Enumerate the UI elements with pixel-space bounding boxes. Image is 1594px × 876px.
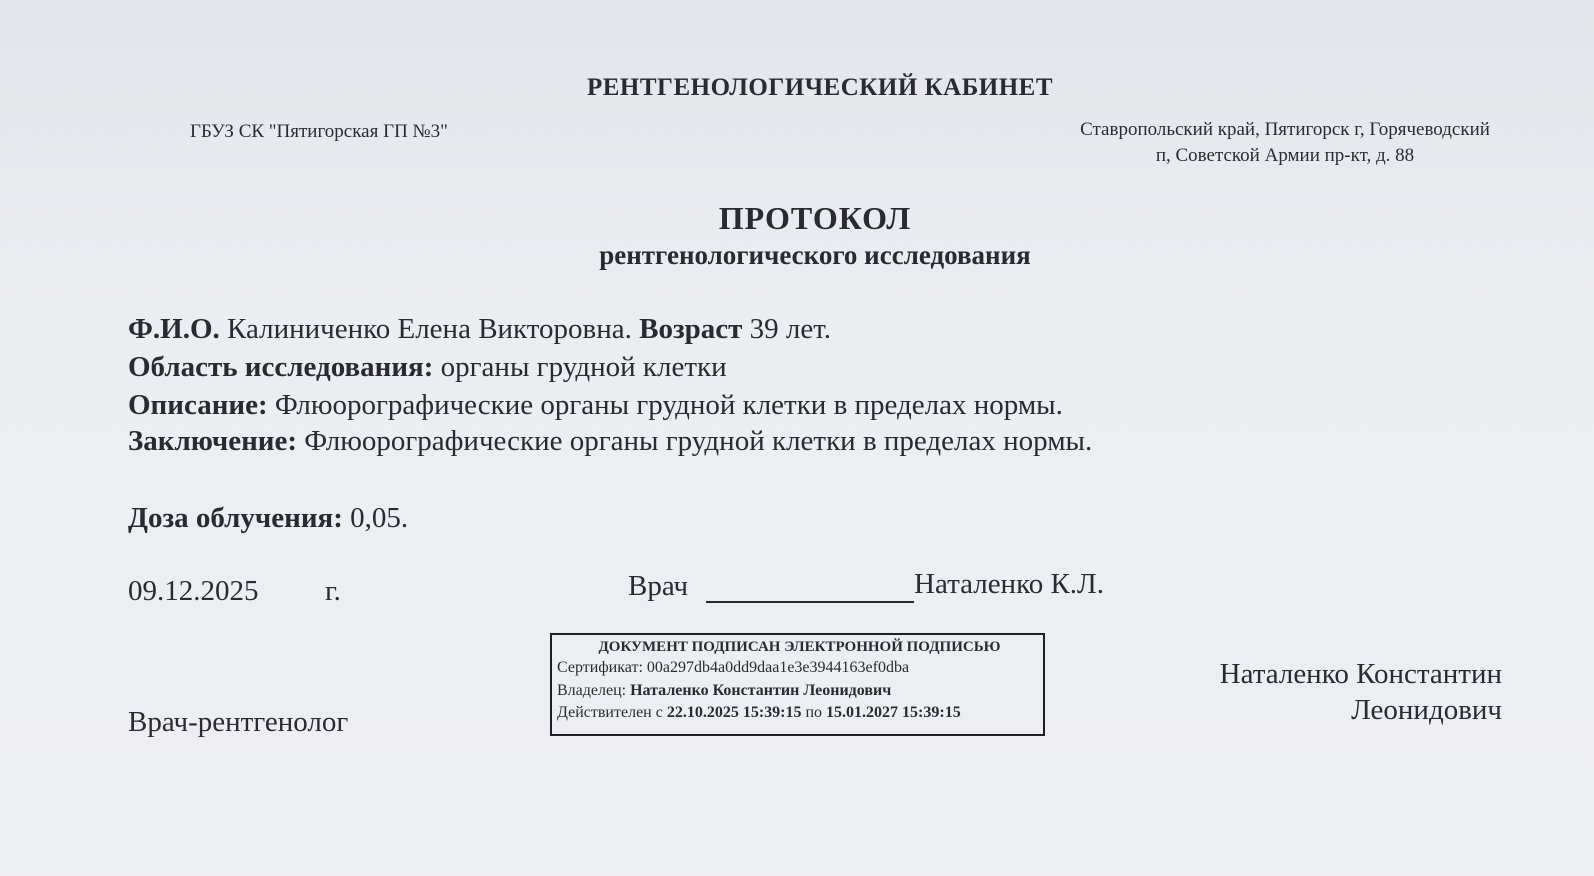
doctor-label: Врач xyxy=(628,570,689,602)
cabinet-heading: РЕНТГЕНОЛОГИЧЕСКИЙ КАБИНЕТ xyxy=(586,74,1053,101)
stamp-validity-row xyxy=(557,704,961,722)
stamp-title: ДОКУМЕНТ ПОДПИСАН ЭЛЕКТРОННОЙ ПОДПИСЬЮ xyxy=(598,639,1001,655)
stamp-owner-row xyxy=(557,682,891,700)
patient-name-label: Ф.И.О. xyxy=(128,313,220,345)
stamp-valid-label: Действителен с xyxy=(557,704,663,721)
dose-value: 0,05. xyxy=(350,502,409,534)
stamp-valid-to-label: по xyxy=(805,704,823,721)
area-label: Область исследования: xyxy=(128,351,434,383)
description-value: Флюорографические органы грудной клетки в пределах нормы. xyxy=(274,389,1063,421)
dose-label: Доза облучения: xyxy=(128,502,343,534)
patient-line xyxy=(128,313,831,346)
area-value: органы грудной клетки xyxy=(440,351,727,383)
document-title: ПРОТОКОЛ xyxy=(718,200,912,236)
organization-name: ГБУЗ СК "Пятигорская ГП №3" xyxy=(190,121,448,142)
patient-age-label: Возраст xyxy=(639,313,743,345)
doctor-short-name: Наталенко К.Л. xyxy=(914,568,1104,600)
signature-line xyxy=(706,601,914,603)
stamp-cert-value: 00a297db4a0dd9daa1e3e3944163ef0dba xyxy=(646,659,910,676)
stamp-valid-from: 22.10.2025 15:39:15 xyxy=(666,704,802,721)
document-subtitle: рентгенологического исследования xyxy=(599,240,1031,270)
stamp-cert-label: Сертификат: xyxy=(557,659,643,676)
conclusion-line xyxy=(128,425,1092,458)
stamp-owner-label: Владелец: xyxy=(557,682,627,699)
patient-age: 39 лет. xyxy=(749,313,831,345)
area-line xyxy=(128,351,727,384)
conclusion-label: Заключение: xyxy=(128,425,298,457)
organization-address: Ставропольский край, Пятигорск г, Горячеводский п, Советской Армии пр-кт, д. 88 xyxy=(1080,119,1490,166)
electronic-signature-stamp xyxy=(550,633,1045,736)
doctor-full-name: Наталенко Константин Леонидович xyxy=(1219,658,1502,726)
signature-date: 09.12.2025 xyxy=(128,575,259,607)
doctor-role: Врач-рентгенолог xyxy=(128,706,349,738)
stamp-valid-to: 15.01.2027 15:39:15 xyxy=(826,704,961,721)
dose-line xyxy=(128,502,408,535)
description-label: Описание: xyxy=(128,389,268,421)
stamp-owner-value: Наталенко Константин Леонидович xyxy=(630,682,892,699)
conclusion-value: Флюорографические органы грудной клетки в пределах нормы. xyxy=(304,425,1093,457)
year-suffix: г. xyxy=(325,575,341,607)
stamp-certificate-row xyxy=(557,659,909,677)
patient-name: Калиниченко Елена Викторовна. xyxy=(227,313,632,345)
description-line xyxy=(128,389,1063,422)
